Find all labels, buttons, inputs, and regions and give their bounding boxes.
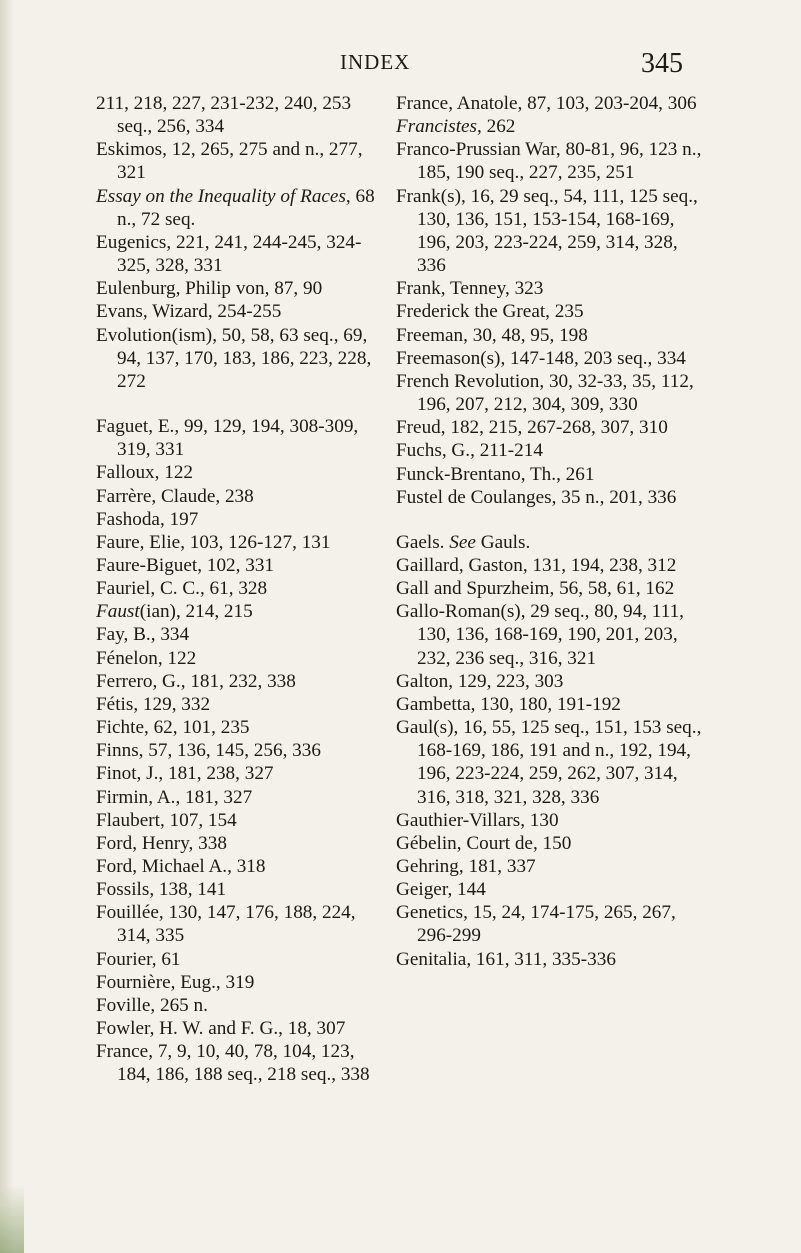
index-term: Gaillard, Gaston <box>396 554 523 576</box>
index-term: Farrère, Claude <box>96 485 216 507</box>
index-page-refs: , 30, 48, 95, 198 <box>463 324 588 346</box>
index-term-suffix: (ian) <box>139 601 176 623</box>
index-page-refs: , 56, 58, 61, 162 <box>549 578 675 600</box>
index-term: French Revolution <box>396 370 540 392</box>
index-term: Flaubert <box>96 809 160 831</box>
index-page-refs: , 16, 55, 125 seq., 151, 153 seq., 168-169, 186, 191 and n., 192, 194, 196, 223-224, 259, 262, 307, 314, 316, 318, 321, 328, 336 <box>417 717 702 808</box>
index-entry <box>96 1040 388 1086</box>
index-page-refs: , 129, 223, 303 <box>448 670 564 692</box>
index-entry <box>396 277 706 300</box>
index-entry <box>96 461 388 484</box>
page-edge-shadow <box>0 0 14 1253</box>
index-entry <box>96 508 388 531</box>
index-term: Funck-Brentano, Th. <box>396 463 557 485</box>
index-term: Fustel de Coulanges <box>396 486 552 508</box>
page-title: INDEX <box>340 50 411 74</box>
index-term: Fay, B. <box>96 624 151 646</box>
index-page-refs: 211, 218, 227, 231-232, 240, 253 seq., 256, 334 <box>96 93 352 138</box>
index-page-refs: , 147-148, 203 seq., 334 <box>500 347 686 369</box>
index-term: Fénelon <box>96 647 158 669</box>
index-entry <box>396 300 706 323</box>
index-entry <box>96 670 388 693</box>
index-term: Fuchs, G. <box>396 440 471 462</box>
index-entry <box>96 300 388 323</box>
index-term: Eskimos <box>96 139 163 161</box>
index-entry <box>96 647 388 670</box>
index-page-refs: , 181, 327 <box>175 786 253 808</box>
index-entry <box>396 347 706 370</box>
index-page-refs: , 50, 58, 63 seq., 69, 94, 137, 170, 183, 186, 223, 228, 272 <box>117 324 372 392</box>
index-term: Faure, Elie <box>96 531 181 553</box>
index-page-refs: , 130, 147, 176, 188, 224, 314, 335 <box>117 902 356 947</box>
index-entry <box>96 693 388 716</box>
index-page-refs: , 57, 136, 145, 256, 336 <box>138 740 321 762</box>
index-entry <box>396 716 706 809</box>
index-entry <box>96 901 388 947</box>
index-term: Genetics <box>396 902 464 924</box>
index-term: Frederick the Great <box>396 301 546 323</box>
index-entry <box>396 416 706 439</box>
index-entry <box>396 577 706 600</box>
index-page-refs: , 318 <box>227 856 266 877</box>
index-term: Fauriel, C. C. <box>96 578 200 600</box>
index-term: Gehring <box>396 856 459 877</box>
index-term: Gambetta <box>396 693 471 715</box>
index-page-refs: , 323 <box>504 278 544 300</box>
index-term: Ford, Henry <box>96 832 189 854</box>
index-page-refs: , 214, 215 <box>175 601 253 623</box>
index-page-refs: , 319 <box>215 971 255 993</box>
index-entry <box>96 623 388 646</box>
index-column-right <box>396 92 706 971</box>
index-term: Fichte <box>96 717 144 739</box>
index-term: Evolution(ism) <box>96 324 213 346</box>
index-term: Gébelin, Court de <box>396 832 533 854</box>
index-entry <box>396 693 706 716</box>
index-term: Faust <box>96 601 140 623</box>
index-page-refs: , 87, 103, 203-204, 306 <box>517 93 697 114</box>
index-entry <box>96 185 388 231</box>
index-page-refs: , 221, 241, 244-245, 324-325, 328, 331 <box>117 231 362 277</box>
index-entry <box>96 832 388 855</box>
index-page-refs: , 197 <box>159 508 199 530</box>
index-entry <box>396 554 706 577</box>
index-entry <box>96 554 388 577</box>
index-page-refs: , 181, 238, 327 <box>158 763 274 785</box>
index-entry <box>396 185 706 278</box>
index-entry <box>396 832 706 855</box>
index-entry <box>96 92 388 138</box>
index-term: Gaul(s) <box>396 717 454 739</box>
index-entry <box>96 277 388 300</box>
index-term: Fashoda <box>96 508 160 530</box>
index-entry <box>396 92 706 115</box>
index-page-refs: , 161, 311, 335-336 <box>466 948 616 970</box>
index-page-refs: , 107, 154 <box>159 809 237 831</box>
index-entry <box>96 600 388 623</box>
index-entry <box>96 716 388 739</box>
index-term: Firmin, A. <box>96 786 176 808</box>
index-term: Finot, J. <box>96 763 159 785</box>
index-term: Fossils <box>96 879 150 901</box>
page-corner-tint <box>0 1185 24 1253</box>
index-term: Freemason(s) <box>396 347 501 369</box>
page-number: 345 <box>641 48 683 79</box>
index-term: Fowler, H. W. and F. G. <box>96 1018 279 1040</box>
index-page-refs: , 29 seq., 80, 94, 111, 130, 136, 168-169, 190, 201, 203, 232, 236 seq., 316, 321 <box>417 601 684 669</box>
index-term: Fétis <box>96 693 134 715</box>
index-term: Fourier <box>96 948 152 970</box>
index-entry <box>96 324 388 393</box>
index-page-refs: , 211-214 <box>470 440 543 462</box>
index-entry <box>96 485 388 508</box>
index-page-refs: , 18, 307 <box>278 1018 346 1040</box>
index-term: Galton <box>396 670 449 692</box>
index-page-refs: , 7, 9, 10, 40, 78, 104, 123, 184, 186, 188 seq., 218 seq., 338 <box>117 1041 370 1086</box>
index-term: Falloux <box>96 462 155 484</box>
index-page-refs: , 181, 232, 338 <box>180 670 296 692</box>
index-page-refs: , 12, 265, 275 and n., 277, 321 <box>117 139 363 184</box>
index-entry <box>396 600 706 669</box>
index-entry <box>396 855 706 878</box>
index-entry <box>96 971 388 994</box>
index-term: Francistes <box>396 116 478 138</box>
index-page-refs: , 129, 332 <box>133 693 211 715</box>
index-term: France, Anatole <box>396 93 518 114</box>
index-page-refs: , 150 <box>532 832 572 854</box>
index-term: Fouillée <box>96 902 159 924</box>
index-term: Essay on the Inequality of Races <box>96 185 346 207</box>
index-term: Geiger <box>396 879 448 901</box>
index-page-refs: , 130, 180, 191-192 <box>470 693 621 715</box>
index-term: Faure-Biguet <box>96 554 198 576</box>
index-term: Eugenics <box>96 231 167 253</box>
index-entry <box>96 994 388 1017</box>
index-page-refs: , 68 n., 72 seq. <box>117 185 375 230</box>
index-page-refs: , 61, 328 <box>199 578 268 600</box>
index-term: Evans, Wizard <box>96 301 208 323</box>
index-term: Faguet, E. <box>96 416 175 438</box>
index-page-refs: , 338 <box>188 832 227 854</box>
index-page-refs: , 254-255 <box>207 301 282 323</box>
index-entry <box>396 439 706 462</box>
index-entry <box>396 901 706 947</box>
index-entry <box>396 324 706 347</box>
index-entry <box>96 138 388 184</box>
index-page-refs: Gauls. <box>475 531 531 553</box>
index-page-refs: , 30, 32-33, 35, 112, 196, 207, 212, 304, 309, 330 <box>417 370 694 416</box>
index-page-refs: , 235 <box>545 301 584 323</box>
index-entry <box>96 878 388 901</box>
index-page-refs: , 238 <box>215 485 254 507</box>
index-entry <box>396 138 706 184</box>
index-page-refs: , 61 <box>151 948 181 970</box>
index-page-refs: , 15, 24, 174-175, 265, 267, 296-299 <box>417 902 676 947</box>
index-term: Franco-Prussian War <box>396 139 556 161</box>
index-page-refs: , 62, 101, 235 <box>143 717 250 739</box>
index-entry <box>96 786 388 809</box>
index-term: Gall and Spurzheim <box>396 578 550 600</box>
index-term: Gaels. <box>396 531 450 553</box>
index-entry <box>396 486 706 509</box>
index-page-refs: , 181, 337 <box>458 856 536 877</box>
index-page-refs: , 102, 331 <box>197 554 274 576</box>
index-page-refs: , 138, 141 <box>149 879 227 901</box>
index-page-refs: , 130 <box>520 809 559 831</box>
index-term: Gallo-Roman(s) <box>396 601 521 623</box>
index-entry <box>96 577 388 600</box>
index-entry <box>396 948 706 971</box>
index-entry <box>396 370 706 416</box>
index-entry <box>96 762 388 785</box>
index-term: Gauthier-Villars <box>396 809 521 831</box>
index-term: Ferrero, G. <box>96 670 181 692</box>
index-page-refs: , 144 <box>447 879 486 901</box>
index-term: Ford, Michael A. <box>96 856 228 877</box>
index-entry <box>96 855 388 878</box>
index-entry <box>96 1017 388 1040</box>
index-term: Foville <box>96 994 151 1016</box>
index-entry <box>96 531 388 554</box>
index-page-refs: , 334 <box>150 624 190 646</box>
index-entry <box>96 739 388 762</box>
index-page-refs: , 262 <box>477 116 516 138</box>
index-see-reference: See <box>449 531 476 553</box>
index-page-refs: , 182, 215, 267-268, 307, 310 <box>440 417 668 439</box>
index-entry <box>396 463 706 486</box>
index-entry <box>396 115 706 138</box>
index-page-refs: , 35 n., 201, 336 <box>551 486 677 508</box>
index-entry <box>96 809 388 832</box>
index-term: Genitalia <box>396 948 467 970</box>
index-term: Frank, Tenney <box>396 278 505 300</box>
index-entry <box>96 948 388 971</box>
index-entry <box>396 878 706 901</box>
index-term: Finns <box>96 740 139 762</box>
index-entry <box>96 231 388 277</box>
index-page-refs: , 122 <box>154 462 194 484</box>
page-header <box>0 48 801 88</box>
index-page-refs: , 261 <box>556 463 595 485</box>
index-term: Eulenburg, Philip von <box>96 278 265 300</box>
index-entry <box>396 809 706 832</box>
index-entry <box>96 415 388 461</box>
index-page-refs: , 131, 194, 238, 312 <box>522 554 677 576</box>
index-page-refs: , 87, 90 <box>264 278 323 300</box>
index-page-refs: , 265 n. <box>150 994 208 1016</box>
index-term: Freud <box>396 417 441 439</box>
index-entry <box>396 670 706 693</box>
index-page-refs: , 16, 29 seq., 54, 111, 125 seq., 130, 136, 151, 153-154, 168-169, 196, 203, 223-224, 259, 314, 328, 336 <box>417 185 698 277</box>
index-term: Fournière, Eug. <box>96 971 216 993</box>
index-page-refs: , 99, 129, 194, 308-309, 319, 331 <box>117 416 359 461</box>
index-term: Frank(s) <box>396 185 462 207</box>
index-entry <box>396 531 706 554</box>
index-term: France <box>96 1041 149 1063</box>
index-column-left <box>96 92 388 1087</box>
index-term: Freeman <box>396 324 464 346</box>
index-page-refs: , 122 <box>157 647 197 669</box>
index-page-refs: , 80-81, 96, 123 n., 185, 190 seq., 227, 235, 251 <box>417 139 702 184</box>
index-page-refs: , 103, 126-127, 131 <box>180 531 331 553</box>
